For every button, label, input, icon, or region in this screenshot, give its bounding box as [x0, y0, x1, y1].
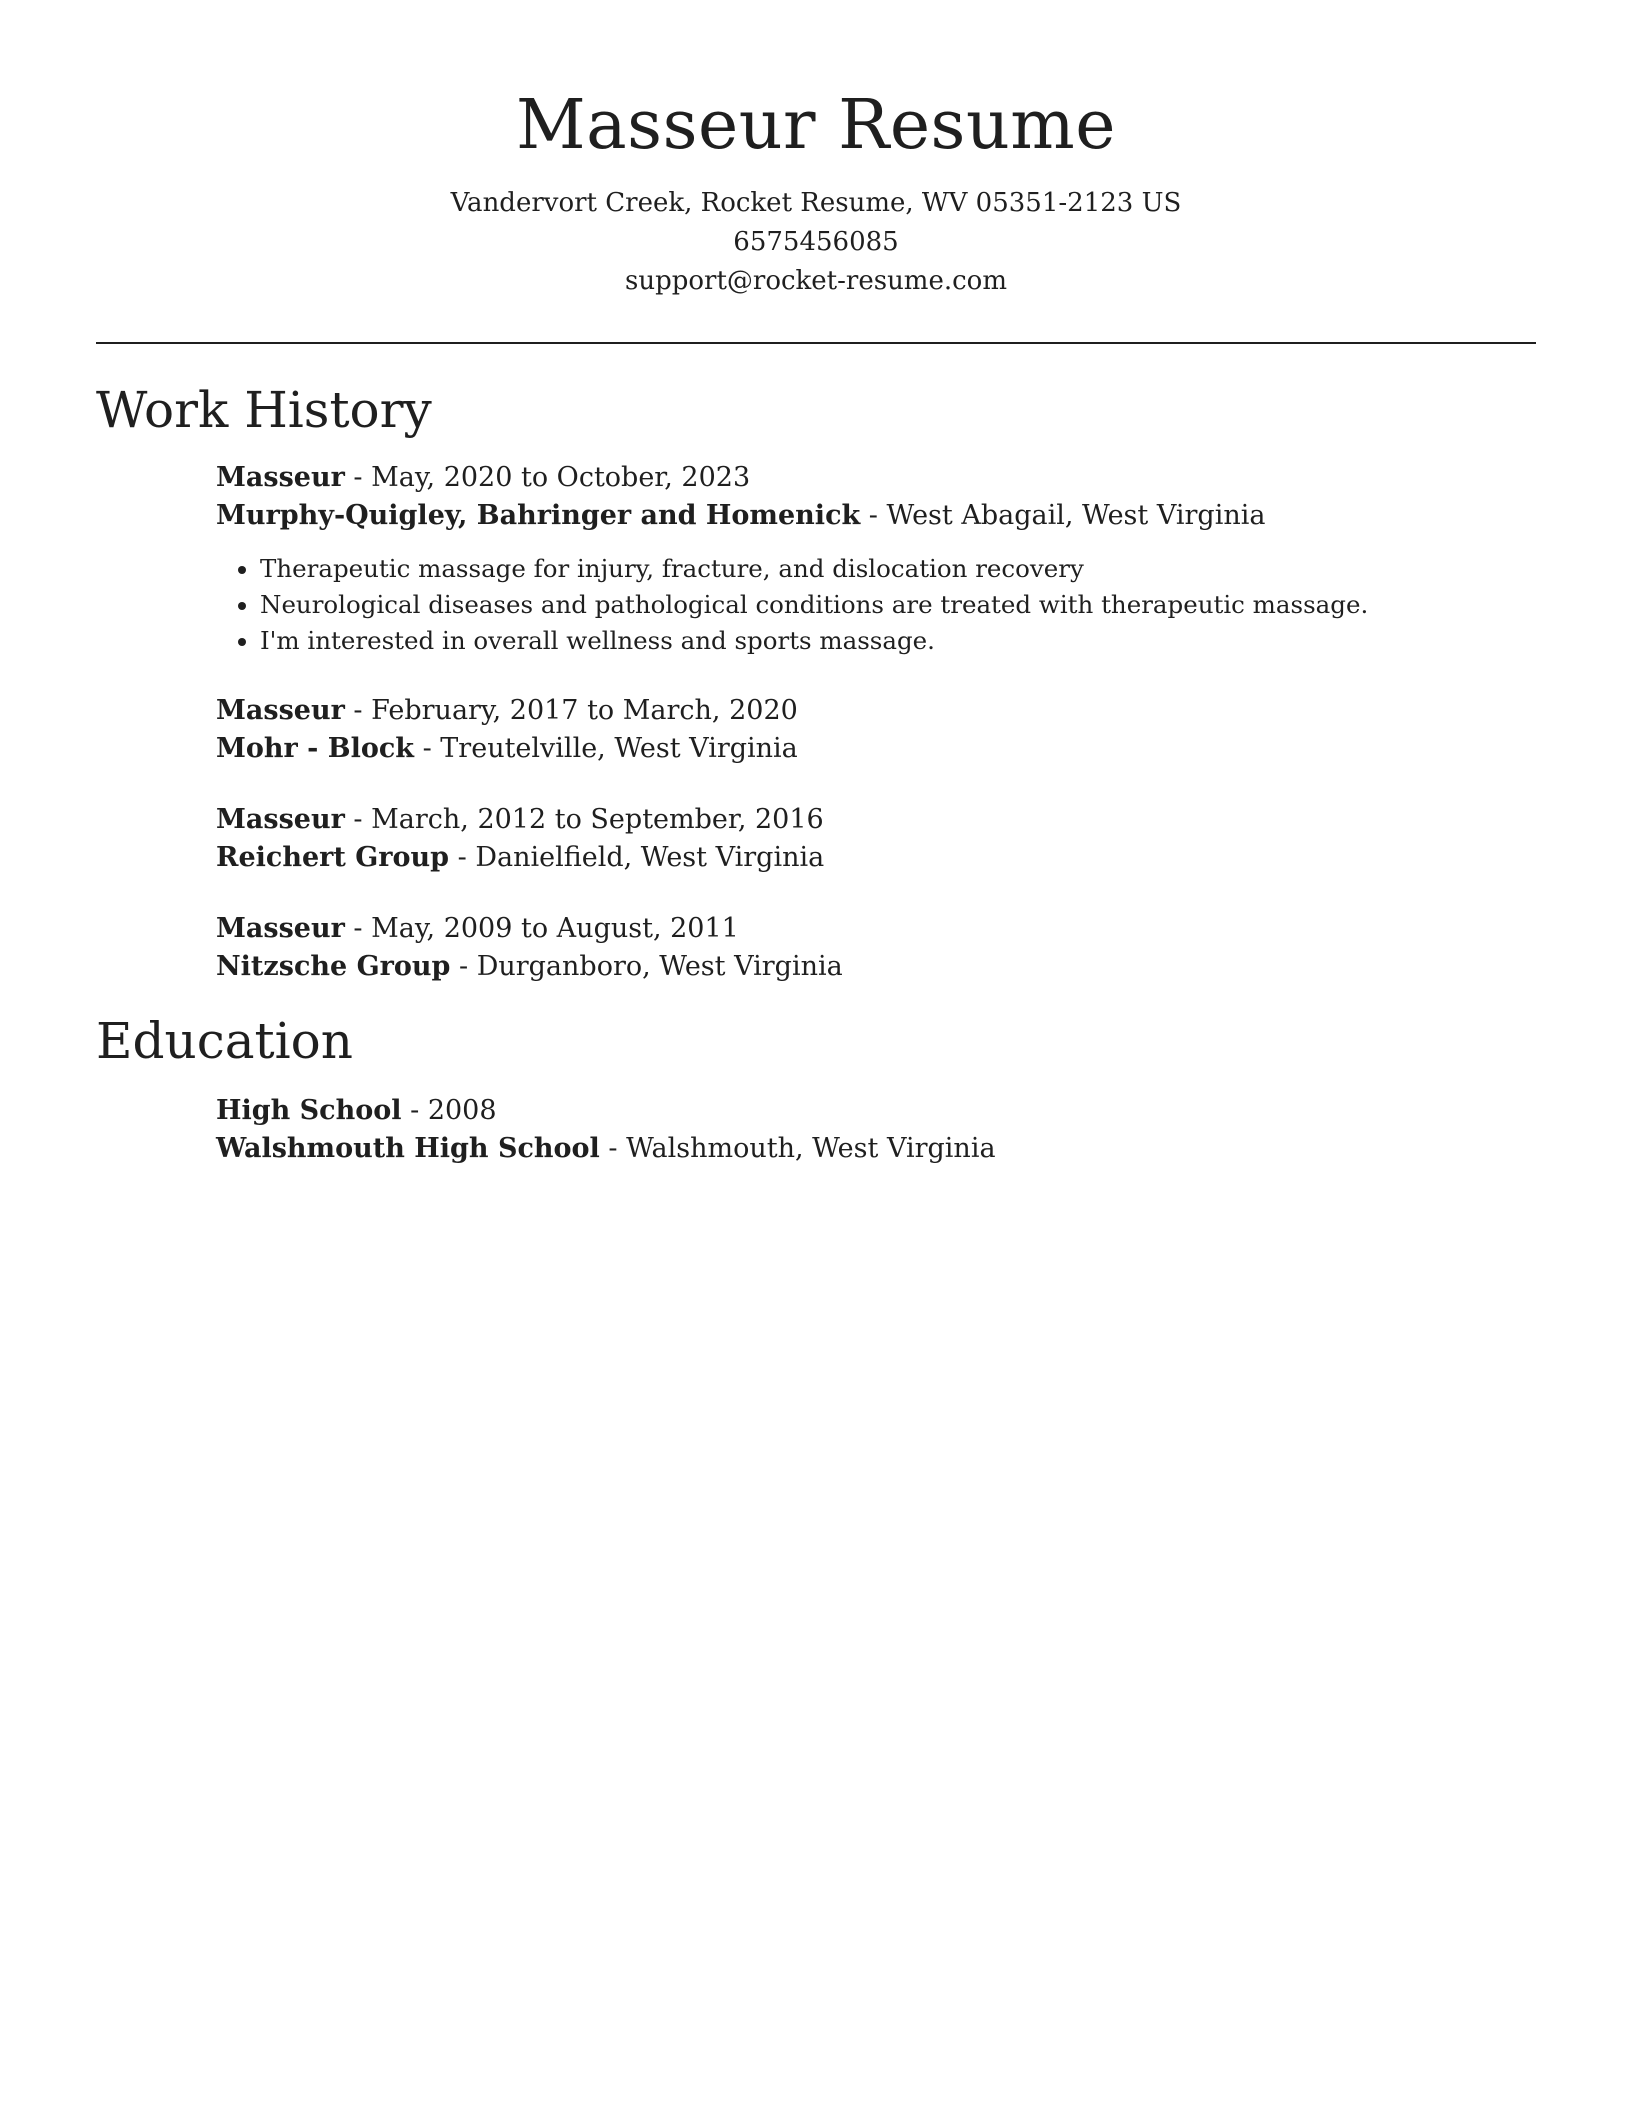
- job-dates: May, 2020 to October, 2023: [371, 462, 751, 493]
- separator: -: [450, 951, 477, 982]
- phone-text: 6575456085: [733, 227, 899, 257]
- separator: -: [401, 1095, 428, 1126]
- school-name: Walshmouth High School: [216, 1133, 600, 1164]
- job-title-line: [216, 692, 1516, 730]
- job-location: Durganboro, West Virginia: [476, 951, 843, 982]
- job-company-line: [216, 730, 1516, 768]
- school-line: [216, 1130, 1516, 1168]
- job-company: Nitzsche Group: [216, 951, 451, 982]
- contact-info: [96, 184, 1536, 301]
- job-company: Murphy-Quigley, Bahringer and Homenick: [216, 500, 861, 531]
- graduation-year: 2008: [427, 1095, 497, 1126]
- job-title-line: [216, 459, 1516, 497]
- job-location: Danielfield, West Virginia: [475, 842, 825, 873]
- job-company-line: [216, 839, 1516, 877]
- job-title-line: [216, 801, 1516, 839]
- email-text: support@rocket-resume.com: [624, 266, 1007, 296]
- job-location: West Abagail, West Virginia: [886, 500, 1266, 531]
- list-item: • Neurological diseases and pathological conditions are treated with therapeutic massage.: [260, 587, 1516, 623]
- job-duties-list: [216, 551, 1516, 659]
- education-heading: Education: [96, 1012, 353, 1070]
- list-item: • Therapeutic massage for injury, fracture, and dislocation recovery: [260, 551, 1516, 587]
- address-text: Vandervort Creek, Rocket Resume, WV 05351-2123 US: [450, 188, 1182, 218]
- education-entry-1: [216, 1092, 1516, 1168]
- job-company: Reichert Group: [216, 842, 450, 873]
- job-title: Masseur: [216, 804, 345, 835]
- work-history-heading: Work History: [96, 381, 432, 439]
- job-title: Masseur: [216, 913, 345, 944]
- job-entry-1: [216, 459, 1516, 659]
- separator: -: [449, 842, 476, 873]
- degree: High School: [216, 1095, 402, 1126]
- degree-line: [216, 1092, 1516, 1130]
- job-company-line: [216, 948, 1516, 986]
- separator: -: [344, 804, 372, 835]
- job-title: Masseur: [216, 695, 345, 726]
- separator: -: [599, 1133, 627, 1164]
- page-title: Masseur Resume: [516, 86, 1116, 165]
- resume-header: [96, 78, 1536, 301]
- school-location: Walshmouth, West Virginia: [626, 1133, 996, 1164]
- job-company-line: [216, 497, 1516, 535]
- job-title: Masseur: [216, 462, 345, 493]
- separator: -: [344, 913, 372, 944]
- job-entry-3: [216, 801, 1516, 877]
- header-divider: [96, 342, 1536, 344]
- list-item: • I'm interested in overall wellness and sports massage.: [260, 623, 1516, 659]
- job-entry-4: [216, 910, 1516, 986]
- separator: -: [344, 462, 372, 493]
- separator: -: [860, 500, 887, 531]
- job-title-line: [216, 910, 1516, 948]
- job-dates: February, 2017 to March, 2020: [371, 695, 798, 726]
- job-dates: May, 2009 to August, 2011: [371, 913, 739, 944]
- job-company: Mohr - Block: [216, 733, 414, 764]
- job-dates: March, 2012 to September, 2016: [371, 804, 824, 835]
- separator: -: [344, 695, 372, 726]
- job-location: Treutelville, West Virginia: [440, 733, 798, 764]
- job-entry-2: [216, 692, 1516, 768]
- separator: -: [414, 733, 441, 764]
